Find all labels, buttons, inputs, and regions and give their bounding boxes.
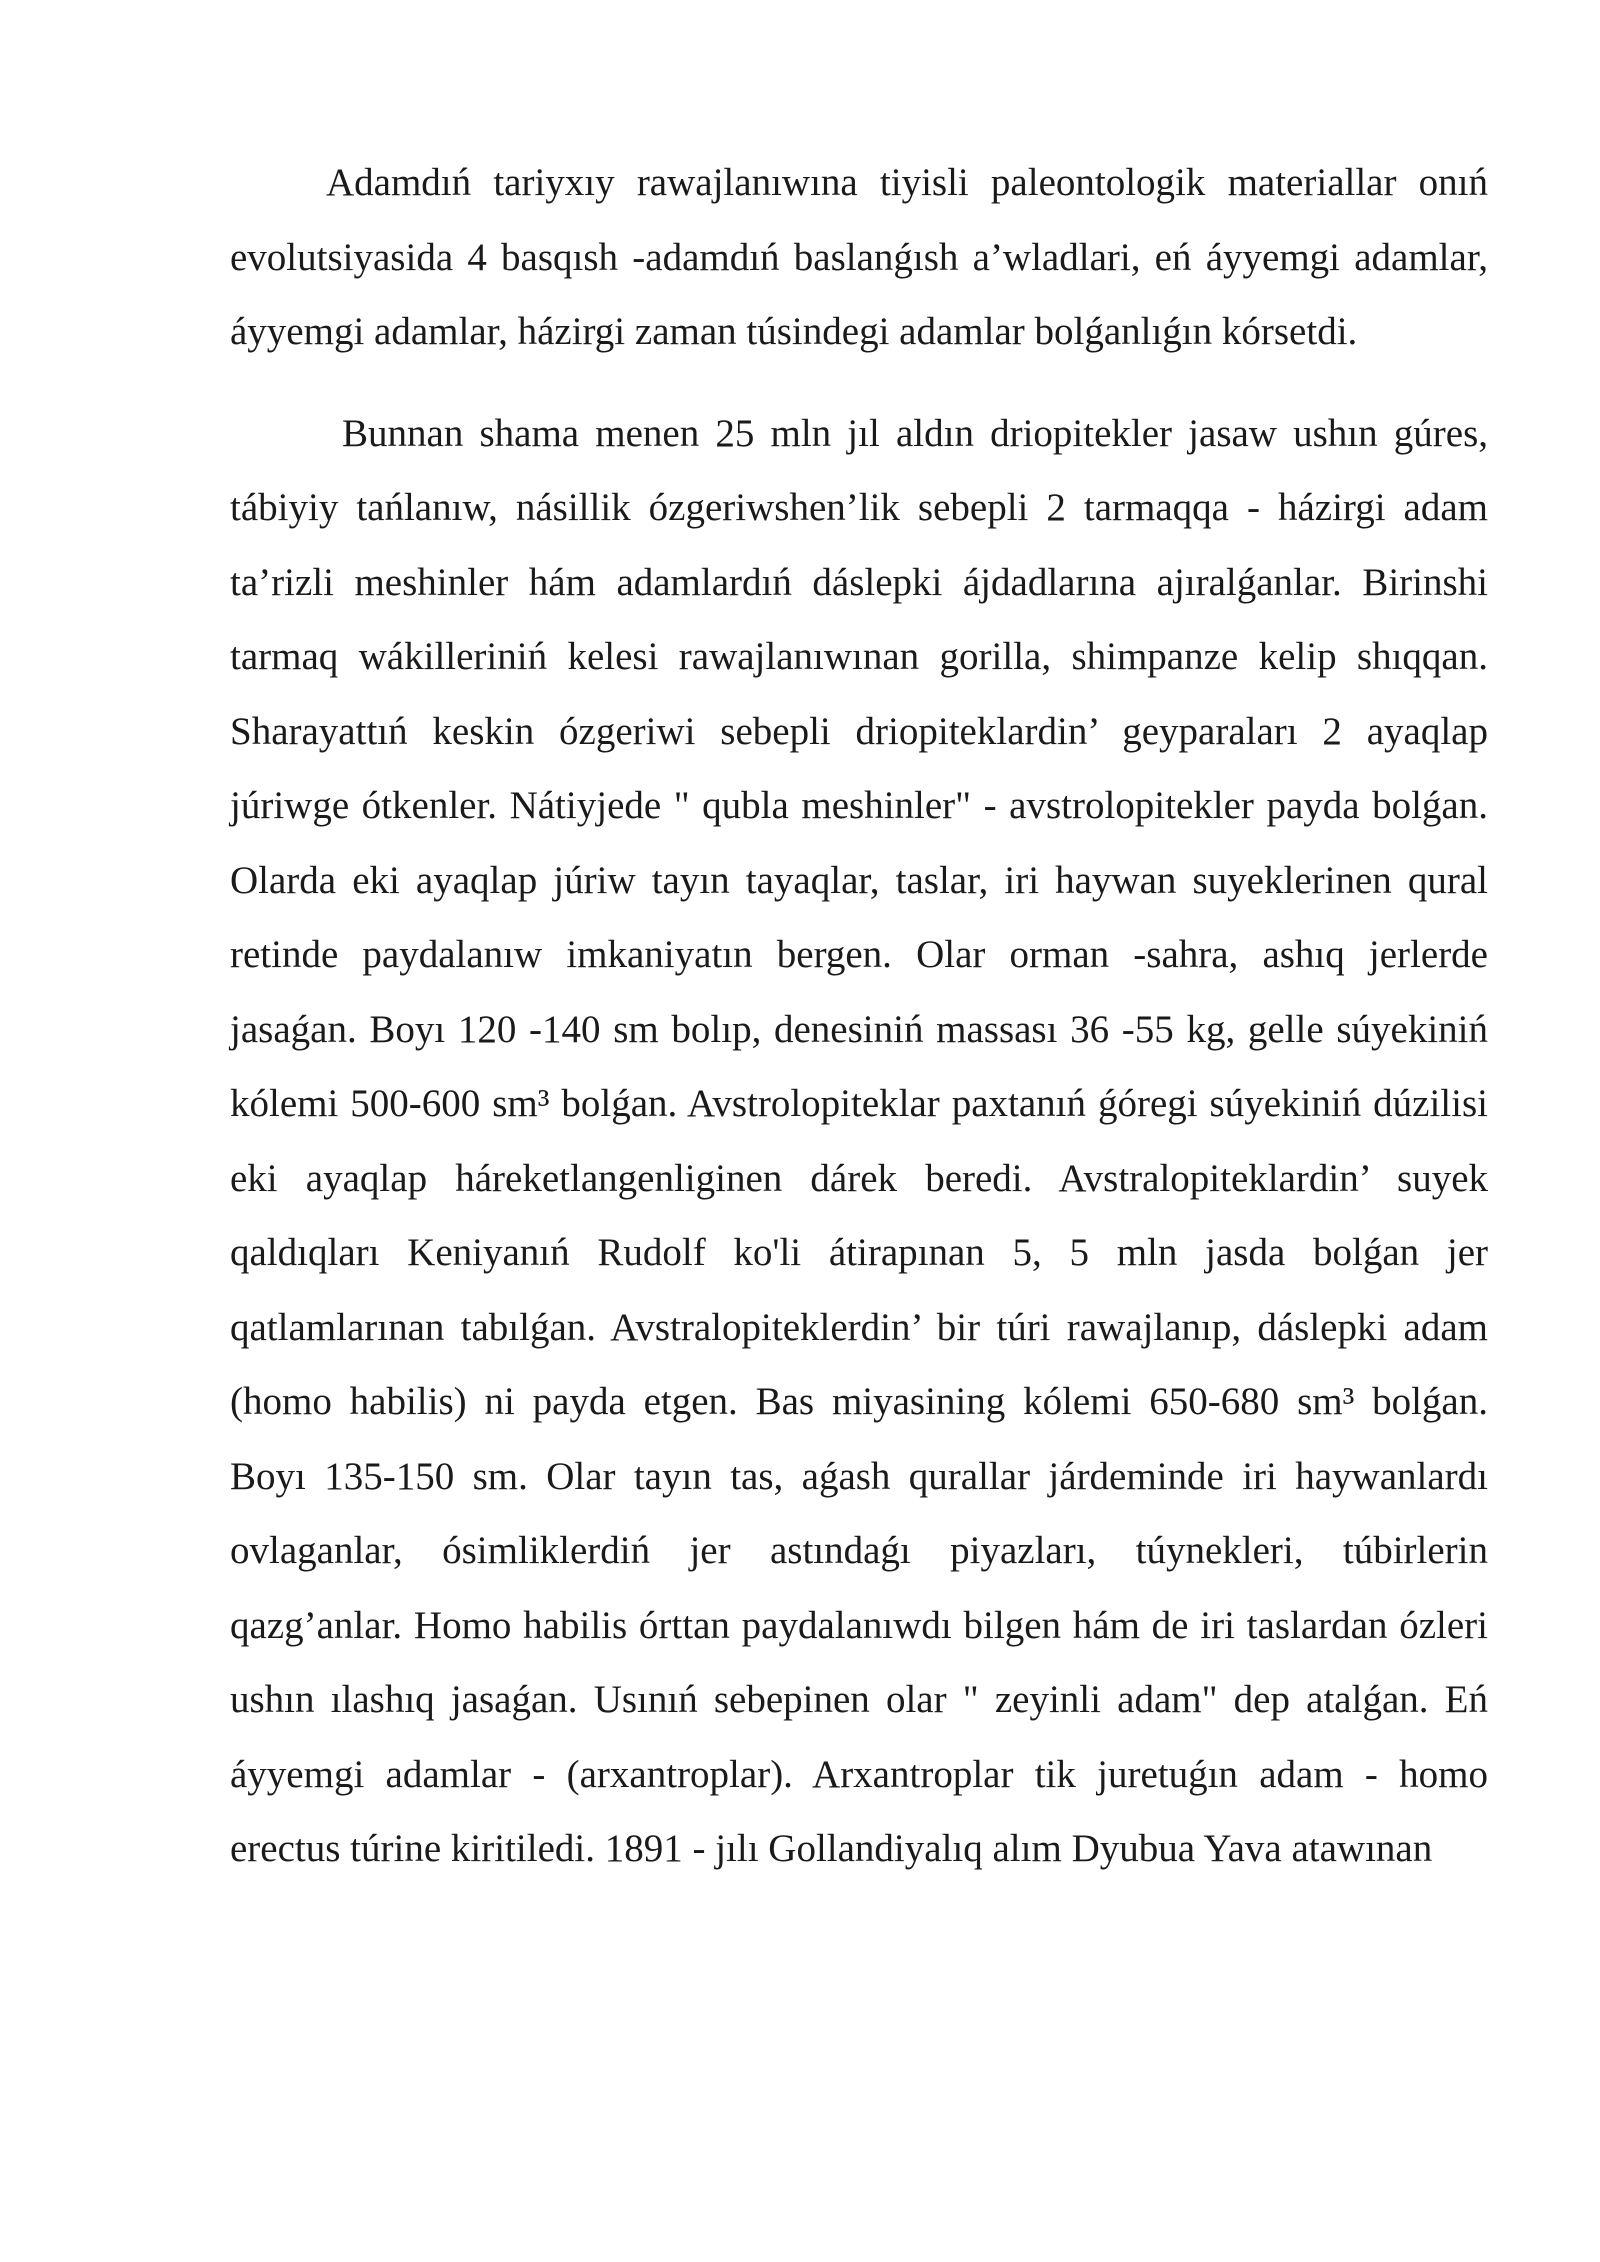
paragraph-1: Adamdıń tariyxıy rawajlanıwına tiyisli paleontologik materiallar onıń evolutsiyasida 4 basqısh -adamdıń baslanǵısh a’wladlari, eń áyyemgi adamlar, áyyemgi adamlar, házirgi zaman túsindegi adamlar bolǵanlıǵın kórsetdi. [230, 161, 1488, 353]
paragraph-2: Bunnan shama menen 25 mln jıl aldın driopitekler jasaw ushın gúres, tábiyiy tańlanıw, násillik ózgeriwshen’lik sebepli 2 tarmaqqa - házirgi adam ta’rizli meshinler hám adamlardıń dáslepki ájdadlarına ajıralǵanlar. Birinshi tarmaq wákilleriniń kelesi rawajlanıwınan gorilla, shimpanze kelip shıqqan. Sharayattıń keskin ózgeriwi sebepli driopiteklardin’ geyparaları 2 ayaqlap júriwge ótkenler. Nátiyjede " qubla meshinler" - avstrolopitekler payda bolǵan. Olarda eki ayaqlap júriw tayın tayaqlar, taslar, iri haywan suyeklerinen qural retinde paydalanıw imkaniyatın bergen. Olar orman -sahra, ashıq jerlerde jasaǵan. Boyı 120 -140 sm bolıp, denesiniń massası 36 -55 kg, gelle súyekiniń kólemi 500-600 sm³ bolǵan. Avstrolopiteklar paxtanıń ǵóregi súyekiniń dúzilisi eki ayaqlap háreketlangenliginen dárek beredi. Avstralopiteklardin’ suyek qaldıqları Keniyanıń Rudolf ko'li átirapınan 5, 5 mln jasda bolǵan jer qatlamlarınan tabılǵan. Avstralopiteklerdin’ bir túri rawajlanıp, dáslepki adam (homo habilis) ni payda etgen. Bas miyasining kólemi 650-680 sm³ bolǵan. Boyı 135-150 sm. Olar tayın tas, aǵash qurallar járdeminde iri haywanlardı ovlaganlar, ósimliklerdiń jer astındaǵı piyazları, túynekleri, túbirlerin qazg’anlar. Homo habilis órttan paydalanıwdı bilgen hám de iri taslardan ózleri ushın ılashıq jasaǵan. Usınıń sebepinen olar " zeyinli adam" dep atalǵan. Eń áyyemgi adamlar - (arxantroplar). Arxantroplar tik juretuǵın adam - homo erectus túrine kiritiledi. 1891 - jılı Gollandiyalıq alım Dyubua Yava atawınan [230, 411, 1488, 1870]
document-body [230, 146, 1488, 1887]
